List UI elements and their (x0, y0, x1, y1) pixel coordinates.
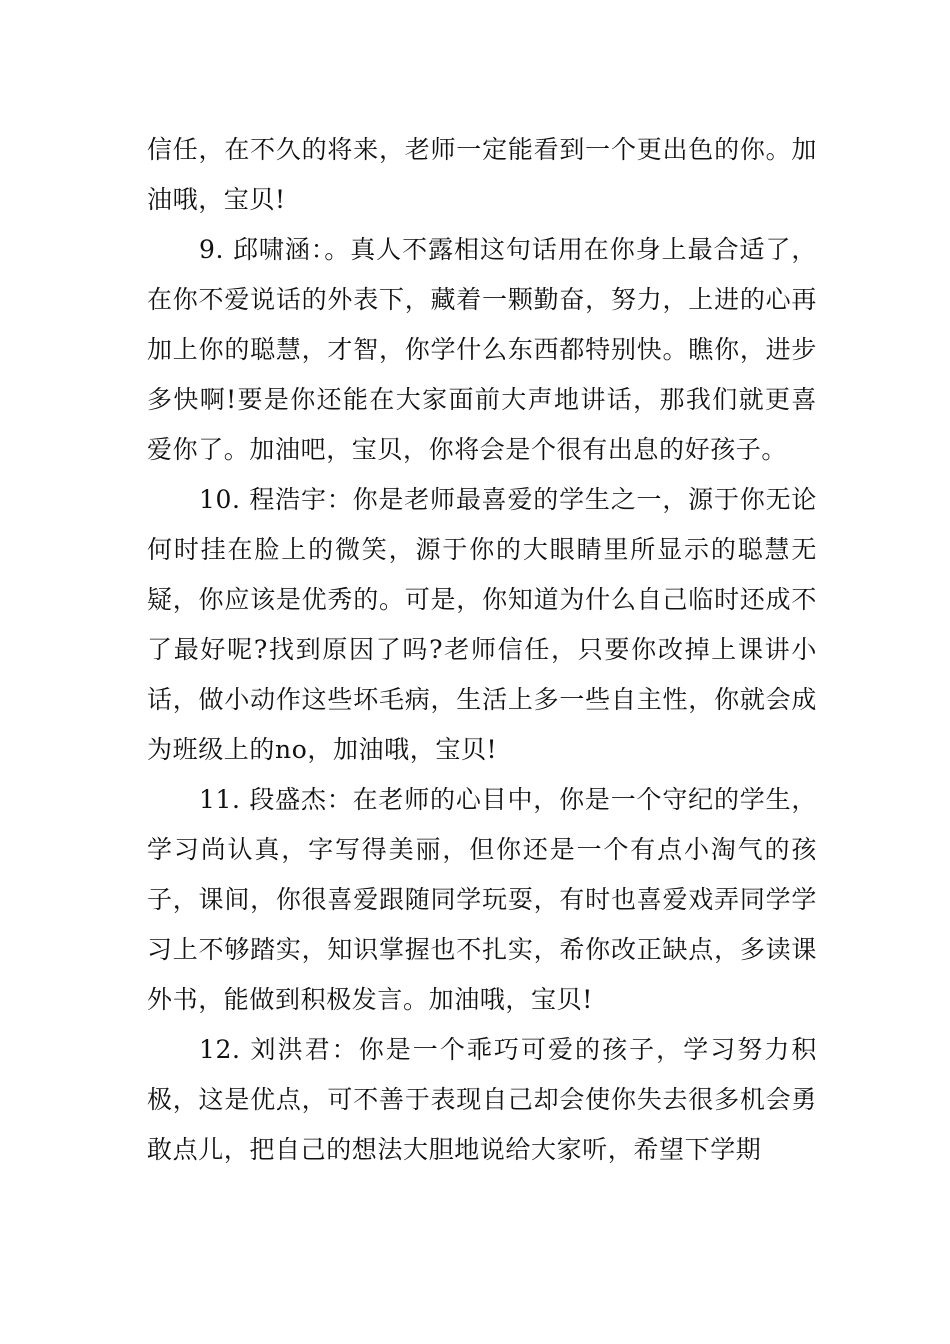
paragraph-comment-10: 10. 程浩宇：你是老师最喜爱的学生之一，源于你无论何时挂在脸上的微笑，源于你的大眼睛里所显示的聪慧无疑，你应该是优秀的。可是，你知道为什么自己临时还成不了最好呢?找到原因了吗?老师信任，只要你改掉上课讲小话，做小动作这些坏毛病，生活上多一些自主性，你就会成为班级上的no，加油哦，宝贝! (147, 485, 817, 764)
paragraph-comment-8-continued: 信任，在不久的将来，老师一定能看到一个更出色的你。加油哦，宝贝! (147, 135, 817, 214)
document-body (147, 125, 817, 1175)
paragraph-comment-9: 9. 邱啸涵：。真人不露相这句话用在你身上最合适了，在你不爱说话的外表下，藏着一颗勤奋，努力，上进的心再加上你的聪慧，才智，你学什么东西都特别快。瞧你，进步多快啊!要是你还能在大家面前大声地讲话，那我们就更喜爱你了。加油吧，宝贝，你将会是个很有出息的好孩子。 (147, 235, 817, 464)
paragraph-comment-11: 11. 段盛杰：在老师的心目中，你是一个守纪的学生，学习尚认真，字写得美丽，但你还是一个有点小淘气的孩子，课间，你很喜爱跟随同学玩耍，有时也喜爱戏弄同学学习上不够踏实，知识掌握也不扎实，希你改正缺点，多读课外书，能做到积极发言。加油哦，宝贝! (147, 785, 817, 1014)
paragraph-comment-12: 12. 刘洪君：你是一个乖巧可爱的孩子，学习努力积极，这是优点，可不善于表现自己却会使你失去很多机会勇敢点儿，把自己的想法大胆地说给大家听，希望下学期 (147, 1035, 817, 1164)
